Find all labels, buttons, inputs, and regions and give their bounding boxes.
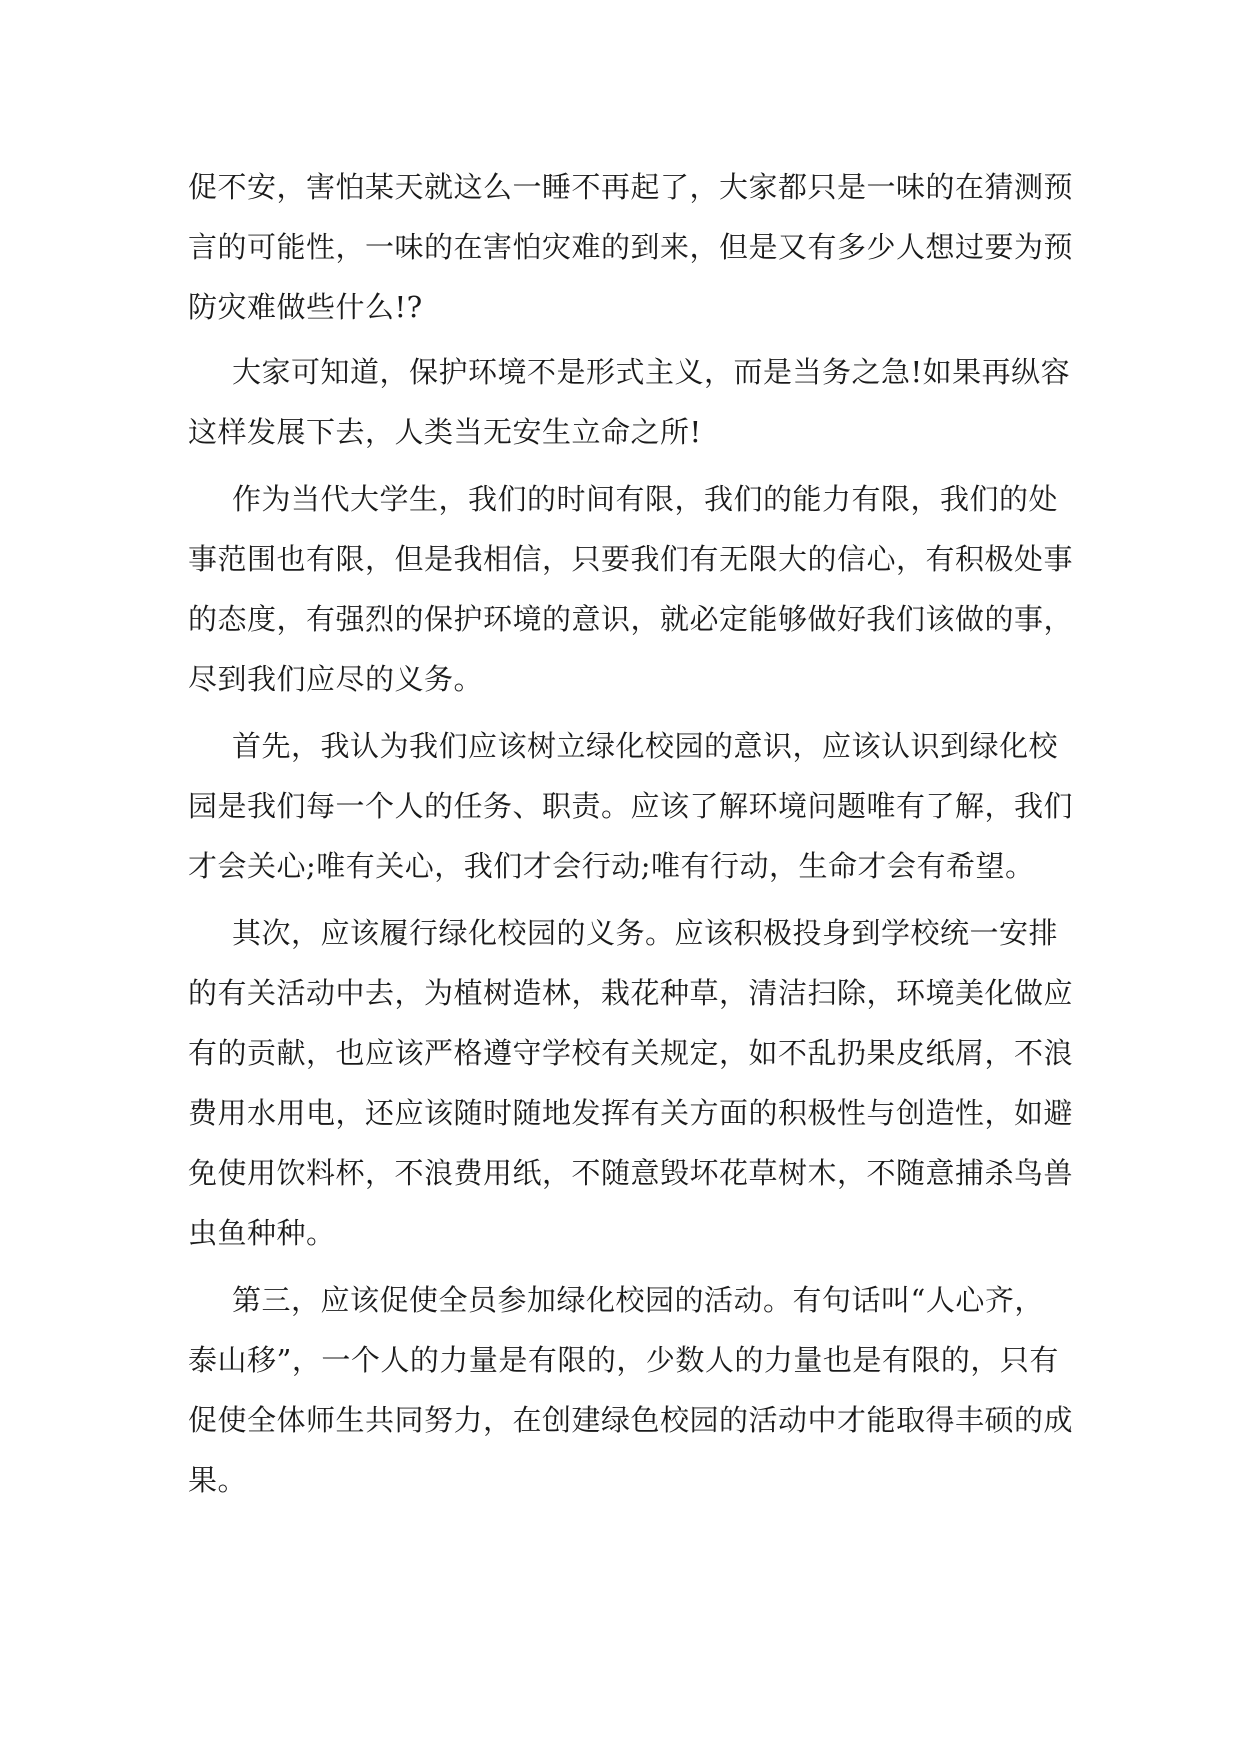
text-line: 的有关活动中去，为植树造林，栽花种草，清洁扫除，环境美化做应	[188, 976, 1074, 1010]
paragraph-5	[188, 903, 1074, 1263]
text-line: 事范围也有限，但是我相信，只要我们有无限大的信心，有积极处事	[188, 542, 1074, 576]
text-line: 泰山移”，一个人的力量是有限的，少数人的力量也是有限的，只有	[188, 1343, 1059, 1377]
text-line: 大家可知道，保护环境不是形式主义，而是当务之急!如果再纵容	[232, 355, 1071, 389]
paragraph-2	[188, 342, 1071, 462]
text-line: 作为当代大学生，我们的时间有限，我们的能力有限，我们的处	[232, 482, 1059, 516]
text-line: 言的可能性，一味的在害怕灾难的到来，但是又有多少人想过要为预	[188, 230, 1074, 264]
text-line: 促不安，害怕某天就这么一睡不再起了，大家都只是一味的在猜测预	[188, 170, 1074, 204]
document-body	[188, 157, 1074, 1510]
text-line: 的态度，有强烈的保护环境的意识，就必定能够做好我们该做的事，	[188, 602, 1074, 636]
paragraph-3	[188, 469, 1074, 709]
text-line: 才会关心;唯有关心，我们才会行动;唯有行动，生命才会有希望。	[188, 849, 1035, 883]
text-line: 费用水用电，还应该随时随地发挥有关方面的积极性与创造性，如避	[188, 1096, 1074, 1130]
text-line: 首先，我认为我们应该树立绿化校园的意识，应该认识到绿化校	[232, 729, 1059, 763]
text-line: 促使全体师生共同努力，在创建绿色校园的活动中才能取得丰硕的成	[188, 1403, 1074, 1437]
text-line: 虫鱼种种。	[188, 1216, 336, 1250]
paragraph-6	[188, 1270, 1074, 1510]
text-line: 第三，应该促使全员参加绿化校园的活动。有句话叫“人心齐，	[232, 1283, 1044, 1317]
text-line: 防灾难做些什么!?	[188, 290, 423, 324]
text-line: 免使用饮料杯，不浪费用纸，不随意毁坏花草树木，不随意捕杀鸟兽	[188, 1156, 1074, 1190]
paragraph-1	[188, 157, 1074, 337]
text-line: 尽到我们应尽的义务。	[188, 662, 484, 696]
paragraph-4	[188, 716, 1074, 896]
text-line: 这样发展下去，人类当无安生立命之所!	[188, 415, 702, 449]
text-line: 果。	[188, 1463, 248, 1497]
text-line: 有的贡献，也应该严格遵守学校有关规定，如不乱扔果皮纸屑，不浪	[188, 1036, 1074, 1070]
text-line: 其次，应该履行绿化校园的义务。应该积极投身到学校统一安排	[232, 916, 1059, 950]
text-line: 园是我们每一个人的任务、职责。应该了解环境问题唯有了解，我们	[188, 789, 1074, 823]
